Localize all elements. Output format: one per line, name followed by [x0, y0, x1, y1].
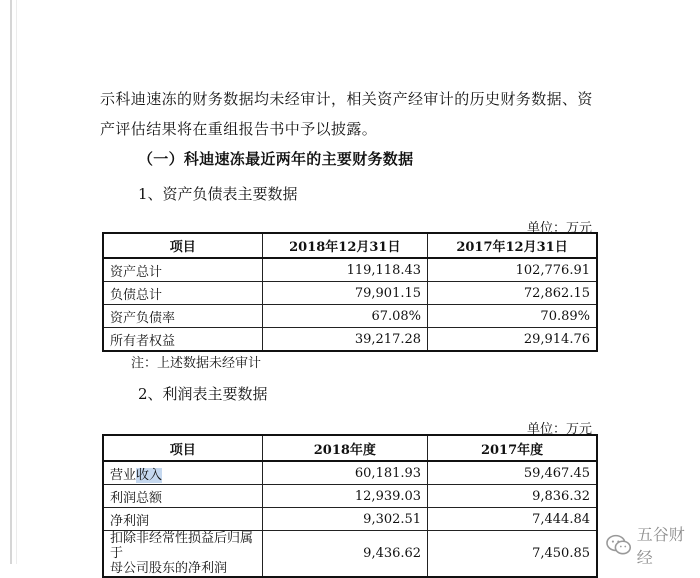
value-2017: 59,467.45 — [428, 461, 597, 485]
value-2018: 12,939.03 — [262, 485, 427, 508]
audit-note: 注：上述数据未经审计 — [131, 356, 262, 371]
row-label-line1: 扣除非经常性损益后归属于 — [110, 531, 254, 561]
row-label: 资产负债率 — [103, 305, 262, 328]
row-label[interactable] — [103, 461, 262, 485]
value-2017: 72,862.15 — [428, 282, 597, 305]
table-row — [103, 485, 597, 508]
table-row — [103, 461, 597, 485]
table-row — [103, 508, 597, 531]
row-label-part: 营业 — [110, 467, 137, 483]
page-edge-rule-inner — [16, 0, 17, 564]
table-header-row — [103, 233, 597, 258]
table-row — [103, 531, 597, 578]
value-2017: 102,776.91 — [428, 258, 597, 282]
text-selection-highlight[interactable]: 收入 — [136, 467, 163, 483]
row-label: 利润总额 — [103, 485, 262, 508]
column-header: 项目 — [103, 233, 262, 258]
column-header: 2018年度 — [262, 435, 427, 461]
income-statement-title: 2、利润表主要数据 — [138, 385, 268, 403]
value-2017: 9,836.32 — [428, 485, 597, 508]
column-header: 2018年12月31日 — [262, 233, 427, 258]
value-2018: 60,181.93 — [262, 461, 427, 485]
balance-sheet-unit: 单位：万元 — [526, 221, 592, 236]
income-statement-table — [102, 434, 598, 578]
row-label: 资产总计 — [103, 258, 262, 282]
value-2018: 9,436.62 — [262, 531, 427, 578]
table-row — [103, 328, 597, 352]
value-2017: 70.89% — [428, 305, 597, 328]
table-row — [103, 258, 597, 282]
watermark — [606, 522, 700, 568]
balance-sheet-title: 1、资产负债表主要数据 — [138, 185, 298, 203]
row-label: 所有者权益 — [103, 328, 262, 352]
income-statement-unit: 单位：万元 — [526, 422, 592, 437]
row-label-line2: 母公司股东的净利润 — [110, 561, 228, 576]
value-2017: 29,914.76 — [428, 328, 597, 352]
value-2018: 119,118.43 — [262, 258, 427, 282]
table-row — [103, 305, 597, 328]
wechat-icon — [606, 534, 632, 556]
section-heading: （一）科迪速冻最近两年的主要财务数据 — [138, 150, 414, 168]
page-edge-rule — [10, 0, 12, 564]
balance-sheet-table — [102, 232, 598, 352]
row-label — [103, 531, 262, 578]
value-2017: 7,450.85 — [428, 531, 597, 578]
value-2018: 9,302.51 — [262, 508, 427, 531]
row-label: 净利润 — [103, 508, 262, 531]
value-2018: 67.08% — [262, 305, 427, 328]
value-2017: 7,444.84 — [428, 508, 597, 531]
table-header-row — [103, 435, 597, 461]
column-header: 2017年度 — [428, 435, 597, 461]
column-header: 2017年12月31日 — [428, 233, 597, 258]
intro-paragraph: 示科迪速冻的财务数据均未经审计，相关资产经审计的历史财务数据、资产评估结果将在重组报告书中予以披露。 — [100, 90, 593, 138]
table-row — [103, 282, 597, 305]
value-2018: 39,217.28 — [262, 328, 427, 352]
row-label: 负债总计 — [103, 282, 262, 305]
watermark-text: 五谷财经 — [636, 525, 685, 567]
column-header: 项目 — [103, 435, 262, 461]
value-2018: 79,901.15 — [262, 282, 427, 305]
